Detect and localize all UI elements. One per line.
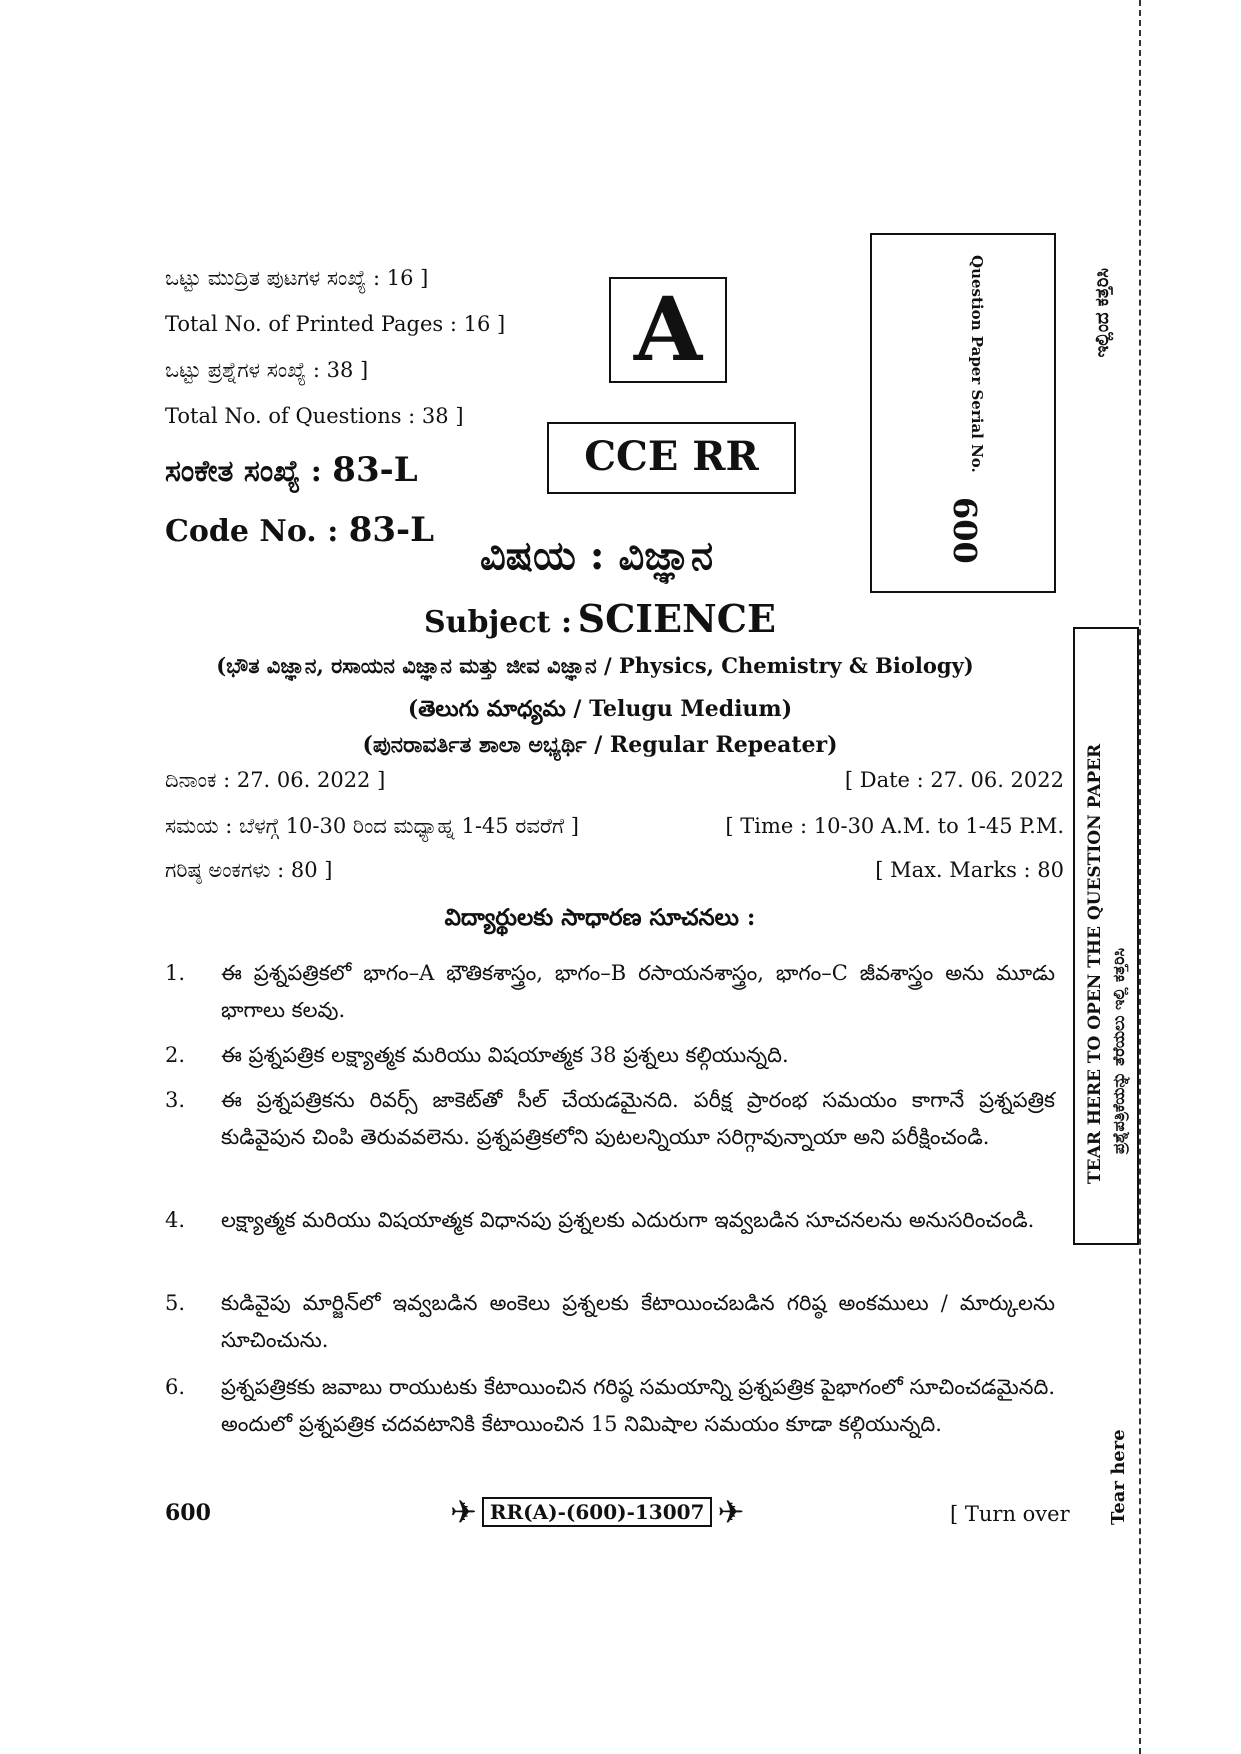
code-number-english xyxy=(165,510,434,550)
tear-instruction-kannada: ಪ್ರಶ್ನೆಪತ್ರಿಕೆಯನ್ನು ತೆರೆಯಲು ಇಲ್ಲಿ ಕತ್ತರಿಸಿ xyxy=(1109,947,1128,1154)
version-box xyxy=(609,277,727,383)
time-kannada: ಸಮಯ : ಬೆಳಗ್ಗೆ 10-30 ರಿಂದ ಮಧ್ಯಾಹ್ನ 1-45 ರವರೆಗೆ ] xyxy=(165,814,579,838)
subject-kannada: ವಿಷಯ : ವಿಜ್ಞಾನ xyxy=(480,532,714,579)
instruction-number: 2. xyxy=(165,1043,186,1067)
questions-kannada: ಒಟ್ಟು ಪ್ರಶ್ನೆಗಳ ಸಂಖ್ಯೆ : 38 ] xyxy=(165,358,369,382)
instruction-item-6 xyxy=(165,1369,1055,1443)
page-code: 600 xyxy=(165,1500,211,1526)
code-label-kannada: ಸಂಕೇತ ಸಂಖ್ಯೆ : xyxy=(165,454,322,489)
instruction-number: 4. xyxy=(165,1208,186,1232)
instruction-text: లక్ష్యాత్మక మరియు విషయాత్మక విధానపు ప్రశ్నలకు ఎదురుగా ఇవ్వబడిన సూచనలను అనుసరించండి. xyxy=(221,1208,1035,1232)
date-english: [ Date : 27. 06. 2022 xyxy=(844,768,1064,792)
instruction-item-4 xyxy=(165,1202,1055,1239)
instruction-text: ఈ ప్రశ్నపత్రికలో భాగం–A భౌతికశాస్త్రం, భాగం–B రసాయనశాస్త్రం, భాగం–C జీవశాస్త్రం అను మూడు భాగాలు కలవు. xyxy=(221,961,1055,1022)
instruction-number: 6. xyxy=(165,1375,186,1399)
code-value-english: 83-L xyxy=(348,510,435,550)
turn-over: [ Turn over xyxy=(950,1502,1070,1526)
instruction-text: ప్రశ్నపత్రికకు జవాబు రాయుటకు కేటాయించిన గరిష్ఠ సమయాన్ని ప్రశ్నపత్రిక పైభాగంలో సూచించడమైనది. అందులో ప్రశ్నపత్రిక చదవటానికి కేటాయించిన 15 నిమిషాల సమయం కూడా కల్గియున్నది. xyxy=(221,1375,1055,1436)
instruction-number: 3. xyxy=(165,1088,186,1112)
instruction-number: 5. xyxy=(165,1291,186,1315)
instruction-text: కుడివైపు మార్జిన్‌లో ఇవ్వబడిన అంకెలు ప్రశ్నలకు కేటాయించబడిన గరిష్ఠ అంకములు / మార్కులను సూచించును. xyxy=(221,1291,1055,1352)
serial-box xyxy=(870,233,1056,593)
instructions-heading: విద్యార్థులకు సాధారణ సూచనలు : xyxy=(444,904,756,931)
exam-type-box xyxy=(547,422,796,494)
airplane-left-icon: ✈ xyxy=(450,1493,477,1531)
questions-english: Total No. of Questions : 38 ] xyxy=(165,404,464,428)
tear-box xyxy=(1073,627,1139,1245)
time-english: [ Time : 10-30 A.M. to 1-45 P.M. xyxy=(725,814,1064,838)
marks-kannada: ಗರಿಷ್ಠ ಅಂಕಗಳು : 80 ] xyxy=(165,858,333,882)
instruction-item-3 xyxy=(165,1082,1055,1156)
version-letter: A xyxy=(633,277,703,381)
paper-code-group xyxy=(450,1493,744,1531)
printed-pages-english: Total No. of Printed Pages : 16 ] xyxy=(165,312,506,336)
candidate-type: (ಪುನರಾವರ್ತಿತ ಶಾಲಾ ಅಭ್ಯರ್ಥಿ / Regular Repeater) xyxy=(362,732,838,758)
date-kannada: ದಿನಾಂಕ : 27. 06. 2022 ] xyxy=(165,768,386,792)
printed-pages-kannada: ಒಟ್ಟು ಮುದ್ರಿತ ಪುಟಗಳ ಸಂಖ್ಯೆ : 16 ] xyxy=(165,266,429,290)
cut-here-kannada: ಇಲ್ಲಿಂದ ಕತ್ತರಿಸಿ xyxy=(1092,268,1113,358)
instruction-text: ఈ ప్రశ్నపత్రిక లక్ష్యాత్మక మరియు విషయాత్మక 38 ప్రశ్నలు కల్గియున్నది. xyxy=(221,1043,789,1067)
tear-line xyxy=(1139,0,1141,1754)
instruction-text: ఈ ప్రశ్నపత్రికను రివర్స్ జాకెట్‌తో సీల్ చేయడమైనది. పరీక్ష ప్రారంభ సమయం కాగానే ప్రశ్నపత్రిక కుడివైపున చింపి తెరువవలెను. ప్రశ్నపత్రికలోని పుటలన్నియూ సరిగ్గావున్నాయా అని పరీక్షించండి. xyxy=(221,1088,1055,1149)
code-value-kannada: 83-L xyxy=(332,450,418,490)
paper-code: RR(A)-(600)-13007 xyxy=(482,1497,713,1527)
tear-instruction-english: TEAR HERE TO OPEN THE QUESTION PAPER xyxy=(1085,743,1105,1184)
subject-label: Subject : xyxy=(424,605,573,640)
subject-subtitle: (ಭೌತ ವಿಜ್ಞಾನ, ರಸಾಯನ ವಿಜ್ಞಾನ ಮತ್ತು ಜೀವ ವಿಜ್ಞಾನ / Physics, Chemistry & Biology) xyxy=(216,653,974,678)
subject-value: SCIENCE xyxy=(577,596,776,641)
instruction-item-2 xyxy=(165,1037,1055,1074)
marks-english: [ Max. Marks : 80 xyxy=(875,858,1064,882)
instruction-number: 1. xyxy=(165,961,186,985)
subject-english xyxy=(300,596,900,641)
code-number-kannada xyxy=(165,450,418,490)
medium: (తెలుగు మాధ్యమ / Telugu Medium) xyxy=(407,696,793,722)
exam-type: CCE RR xyxy=(584,433,759,480)
serial-label: Question Paper Serial No. xyxy=(968,255,986,473)
code-label-english: Code No. : xyxy=(165,514,339,549)
instruction-item-1 xyxy=(165,955,1055,1029)
tear-here-label: Tear here xyxy=(1108,1429,1129,1525)
instruction-item-5 xyxy=(165,1285,1055,1359)
serial-value: 600 xyxy=(946,497,984,564)
airplane-right-icon: ✈ xyxy=(717,1493,745,1531)
